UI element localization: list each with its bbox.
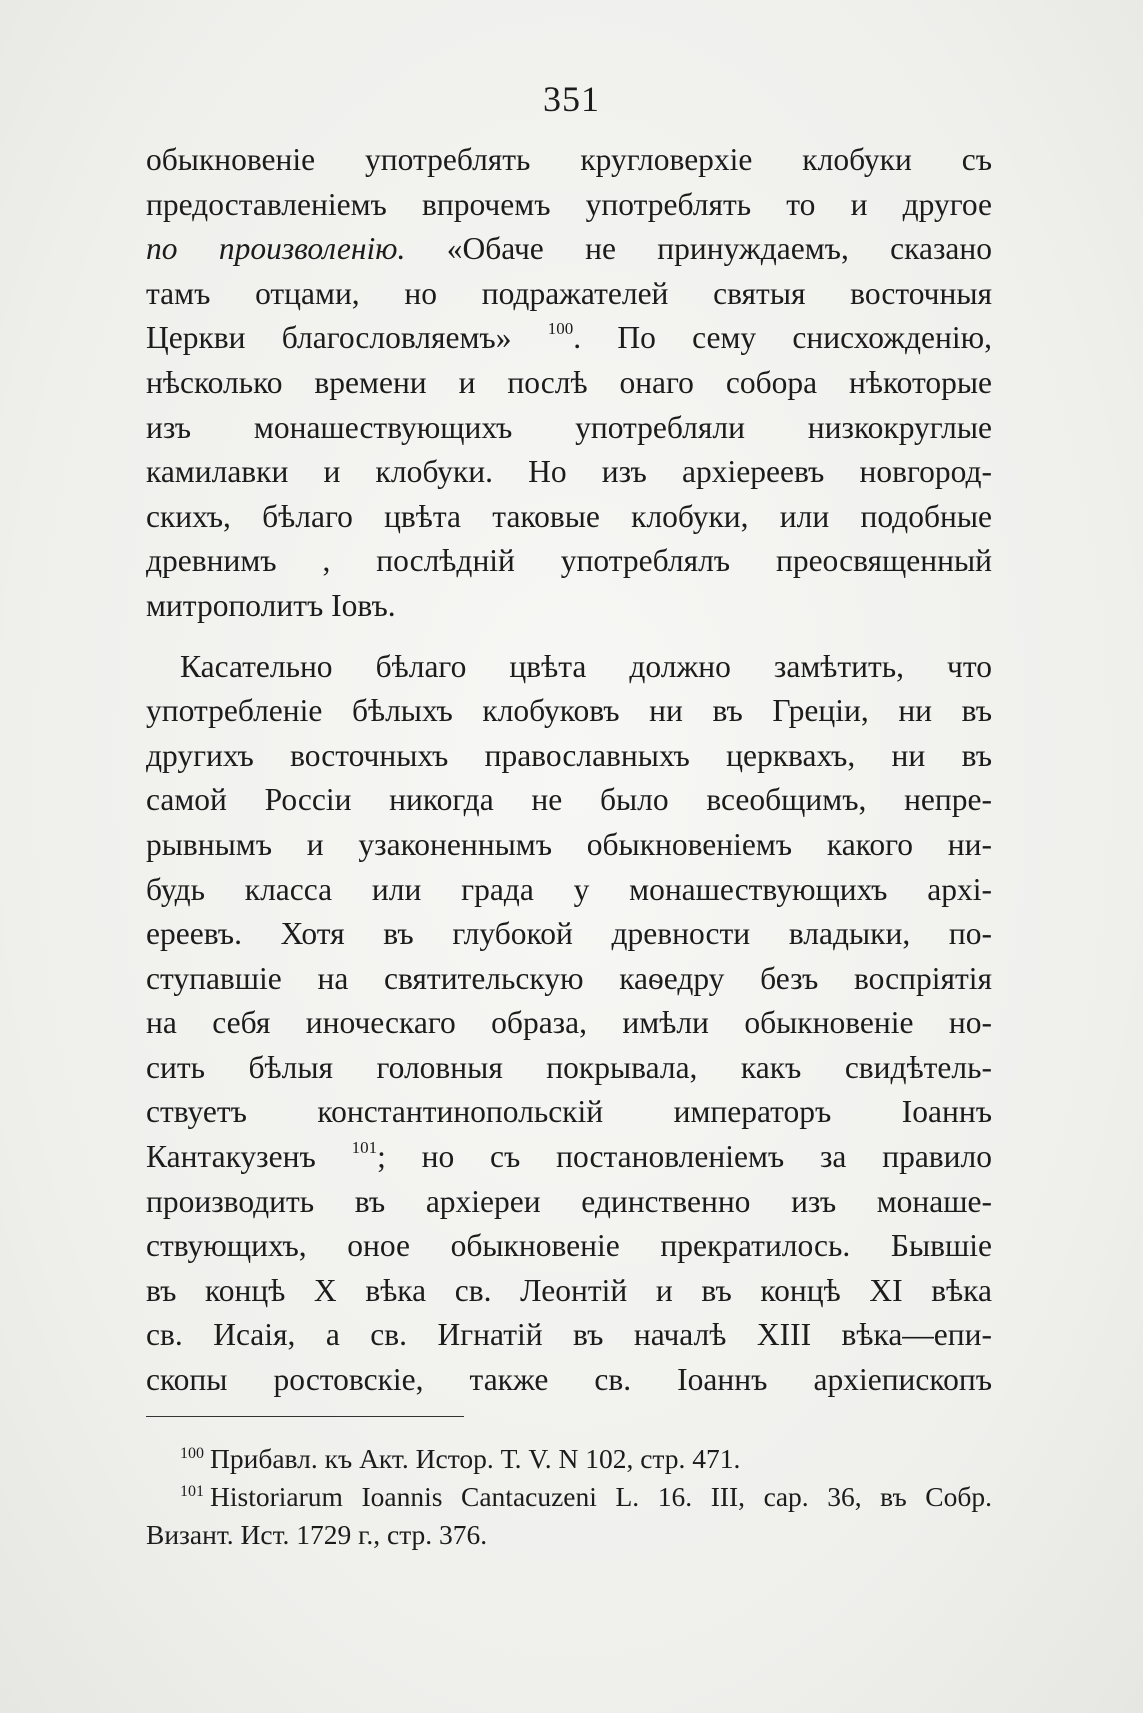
text-line: самой Россіи никогда не было всеобщимъ, непре-	[146, 782, 992, 818]
text-line: ствующихъ, оное обыкновеніе прекратилось. Бывшіе	[146, 1228, 992, 1264]
footnote	[146, 1478, 992, 1516]
footnote	[146, 1440, 992, 1478]
text-line: скихъ, бѣлаго цвѣта таковые клобуки, или подобные	[146, 498, 992, 534]
text-line: древнимъ , послѣдній употреблялъ преосвященный	[146, 543, 992, 579]
text-line	[146, 1135, 992, 1180]
footnote-ref: 100	[547, 319, 574, 339]
text-line	[146, 316, 992, 361]
footnote-text: Historiarum Ioannis Cantacuzeni L. 16. III, cap. 36, въ Собр.	[210, 1481, 992, 1512]
footnote-text: Прибавл. къ Акт. Истор. Т. V. N 102, стр. 471.	[210, 1443, 741, 1474]
text-line: употребленіе бѣлыхъ клобуковъ ни въ Греціи, ни въ	[146, 693, 992, 729]
text-fragment: . По сему снисхожденію,	[573, 320, 992, 356]
text-line: обыкновеніе употреблять кругловерхіе клобуки съ	[146, 142, 992, 177]
text-line: рывнымъ и узаконеннымъ обыкновеніемъ какого ни-	[146, 826, 992, 862]
text-line: камилавки и клобуки. Но изъ архіереевъ новгород-	[146, 454, 992, 490]
italic-phrase: по произволенію.	[146, 231, 406, 267]
text-line: производить въ архіереи единственно изъ монаше-	[146, 1183, 992, 1219]
page-number: 351	[543, 79, 600, 119]
text-line	[146, 227, 992, 272]
text-line: сить бѣлыя головныя покрывала, какъ свидѣтель-	[146, 1049, 992, 1085]
footnote-mark: 101	[180, 1483, 204, 1500]
text-line: Касательно бѣлаго цвѣта должно замѣтить, что	[180, 648, 992, 684]
text-line: св. Исаія, а св. Игнатій въ началѣ XIII вѣка—епи-	[146, 1317, 992, 1353]
text-line: ступавшіе на святительскую каѳедру безъ воспріятія	[146, 960, 992, 996]
text-line: митрополитъ Іовъ.	[146, 587, 396, 623]
footnote-separator	[146, 1416, 464, 1417]
text-line: другихъ восточныхъ православныхъ церквахъ, ни въ	[146, 737, 992, 773]
text-line: нѣсколько времени и послѣ онаго собора нѣкоторые	[146, 364, 992, 400]
text-line: въ концѣ Х вѣка св. Леонтій и въ концѣ XI вѣка	[146, 1272, 992, 1308]
text-line: ереевъ. Хотя въ глубокой древности владыки, по-	[146, 916, 992, 952]
text-line: скопы ростовскіе, также св. Іоаннъ архіепископъ	[146, 1362, 992, 1398]
text-fragment: «Обаче не принуждаемъ, сказано	[405, 231, 992, 267]
text-line: предоставленіемъ впрочемъ употреблять то и другое	[146, 186, 992, 222]
main-text	[146, 138, 992, 1403]
text-line: на себя иноческаго образа, имѣли обыкновеніе но-	[146, 1005, 992, 1041]
footnotes	[146, 1440, 992, 1554]
text-fragment: Кантакузенъ	[146, 1139, 316, 1175]
text-line: тамъ отцами, но подражателей святыя восточныя	[146, 275, 992, 311]
text-line: будь класса или града у монашествующихъ архі-	[146, 871, 992, 907]
footnote-ref: 101	[351, 1138, 378, 1158]
footnote-mark: 100	[180, 1445, 204, 1462]
text-fragment: ; но съ постановленіемъ за правило	[377, 1139, 992, 1175]
text-fragment: Церкви благословляемъ»	[146, 320, 512, 356]
text-line: изъ монашествующихъ употребляли низкокруглые	[146, 409, 992, 445]
text-line: ствуетъ константинопольскій императоръ Іоаннъ	[146, 1094, 992, 1130]
footnote-continuation: Визант. Ист. 1729 г., стр. 376.	[146, 1519, 488, 1550]
